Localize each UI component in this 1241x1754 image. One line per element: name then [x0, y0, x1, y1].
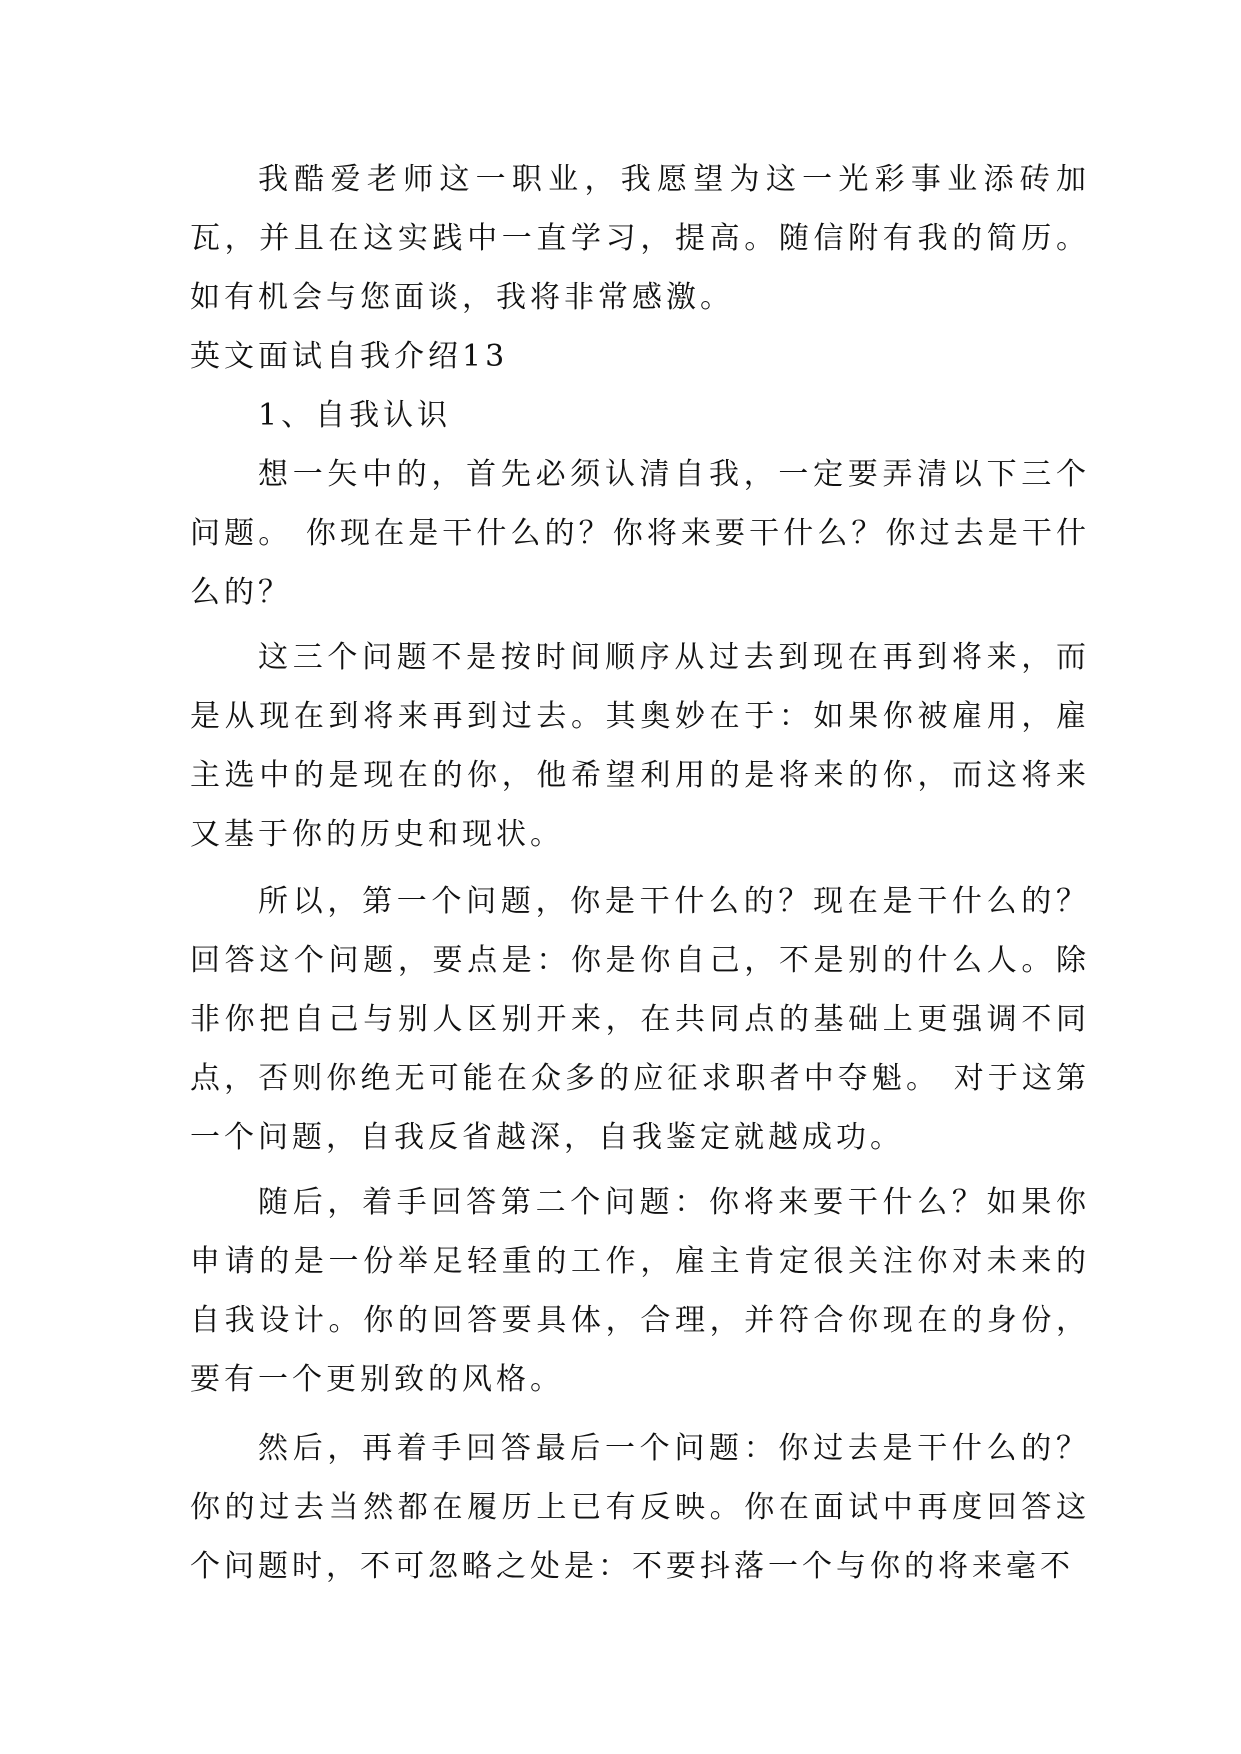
paragraph-closing: 我酷爱老师这一职业，我愿望为这一光彩事业添砖加瓦，并且在这实践中一直学习，提高。随信附有我的简历。如有机会与您面谈，我将非常感激。	[190, 162, 1090, 315]
paragraph-intro: 想一矢中的，首先必须认清自我，一定要弄清以下三个问题。 你现在是干什么的？你将来要干什么？你过去是干什么的？	[190, 457, 1090, 610]
section-title: 英文面试自我介绍13	[190, 339, 509, 374]
paragraph-first-question: 所以，第一个问题，你是干什么的？现在是干什么的？回答这个问题，要点是：你是你自己，不是别的什么人。除非你把自己与别人区别开来，在共同点的基础上更强调不同点，否则你绝无可能在众多的应征求职者中夺魁。 对于这第一个问题，自我反省越深，自我鉴定就越成功。	[190, 884, 1090, 1155]
document-page	[190, 150, 1090, 1596]
paragraph-order: 这三个问题不是按时间顺序从过去到现在再到将来，而是从现在到将来再到过去。其奥妙在于：如果你被雇用，雇主选中的是现在的你，他希望利用的是将来的你，而这将来又基于你的历史和现状。	[190, 640, 1090, 852]
paragraph-second-question: 随后，着手回答第二个问题：你将来要干什么？如果你申请的是一份举足轻重的工作，雇主肯定很关注你对未来的自我设计。你的回答要具体，合理，并符合你现在的身份，要有一个更别致的风格。	[190, 1185, 1090, 1397]
paragraph-third-question: 然后，再着手回答最后一个问题：你过去是干什么的？你的过去当然都在履历上已有反映。你在面试中再度回答这个问题时，不可忽略之处是：不要抖落一个与你的将来毫不	[190, 1431, 1090, 1584]
subsection-title: 1、自我认识	[258, 398, 452, 433]
